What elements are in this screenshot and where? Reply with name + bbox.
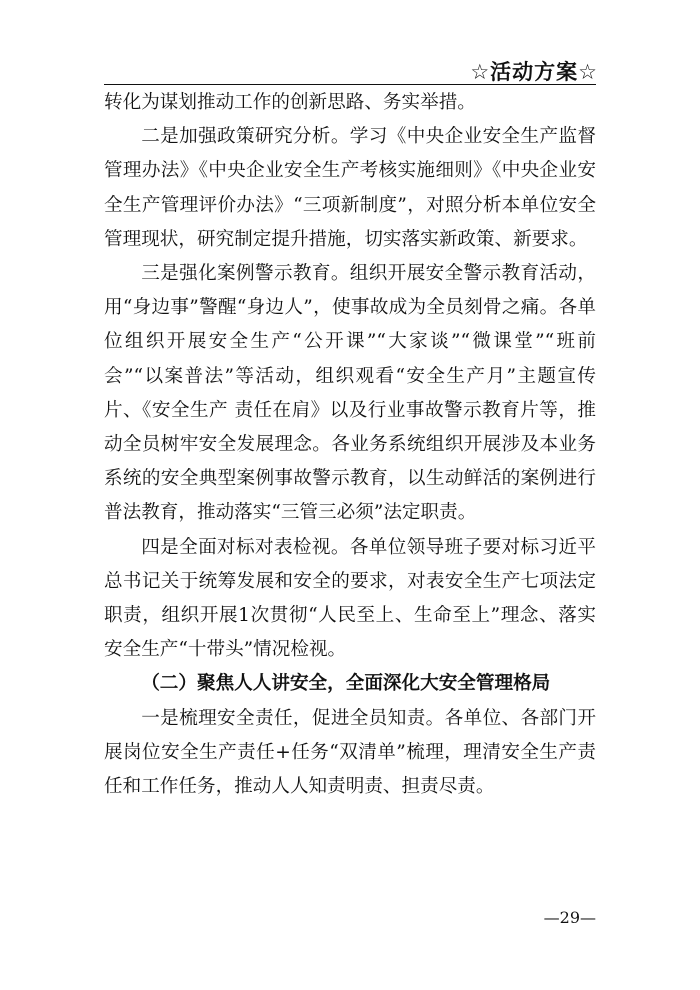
paragraph-continuation: 转化为谋划推动工作的创新思路、务实举措。 <box>104 92 476 113</box>
page-number: —29— <box>543 908 596 927</box>
header-divider <box>104 84 596 85</box>
page-header-title: ☆活动方案☆ <box>470 60 598 84</box>
paragraph-policy-research: 二是加强政策研究分析。学习《中央企业安全生产监督管理办法》《中央企业安全生产考核实施细则》《中央企业安全生产管理评价办法》“三项新制度”，对照分析本单位安全管理现状，研究制定提升措施，切实落实新政策、新要求。 <box>104 126 596 250</box>
paragraph-safety-responsibility: 一是梳理安全责任，促进全员知责。各单位、各部门开展岗位安全生产责任+任务“双清单”梳理，理清安全生产责任和工作任务，推动人人知责明责、担责尽责。 <box>104 707 596 798</box>
document-body <box>104 86 596 804</box>
paragraph-benchmark-review: 四是全面对标对表检视。各单位领导班子要对标习近平总书记关于统筹发展和安全的要求，对表安全生产七项法定职责，组织开展1次贯彻“人民至上、生命至上”理念、落实安全生产“十带头”情况检视。 <box>104 536 596 661</box>
paragraph-case-warning-education: 三是强化案例警示教育。组织开展安全警示教育活动，用“身边事”警醒“身边人”，使事故成为全员刻骨之痛。各单位组织开展安全生产“公开课”“大家谈”“微课堂”“班前会”“以案普法”等活动，组织观看“安全生产月”主题宣传片、《安全生产 责任在肩》以及行业事故警示教育片等，推动全员树牢安全发展理念。各业务系统组织开展涉及本业务系统的安全典型案例事故警示教育，以生动鲜活的案例进行普法教育，推动落实“三管三必须”法定职责。 <box>104 263 596 524</box>
section-heading: （二）聚焦人人讲安全，全面深化大安全管理格局 <box>141 673 551 695</box>
